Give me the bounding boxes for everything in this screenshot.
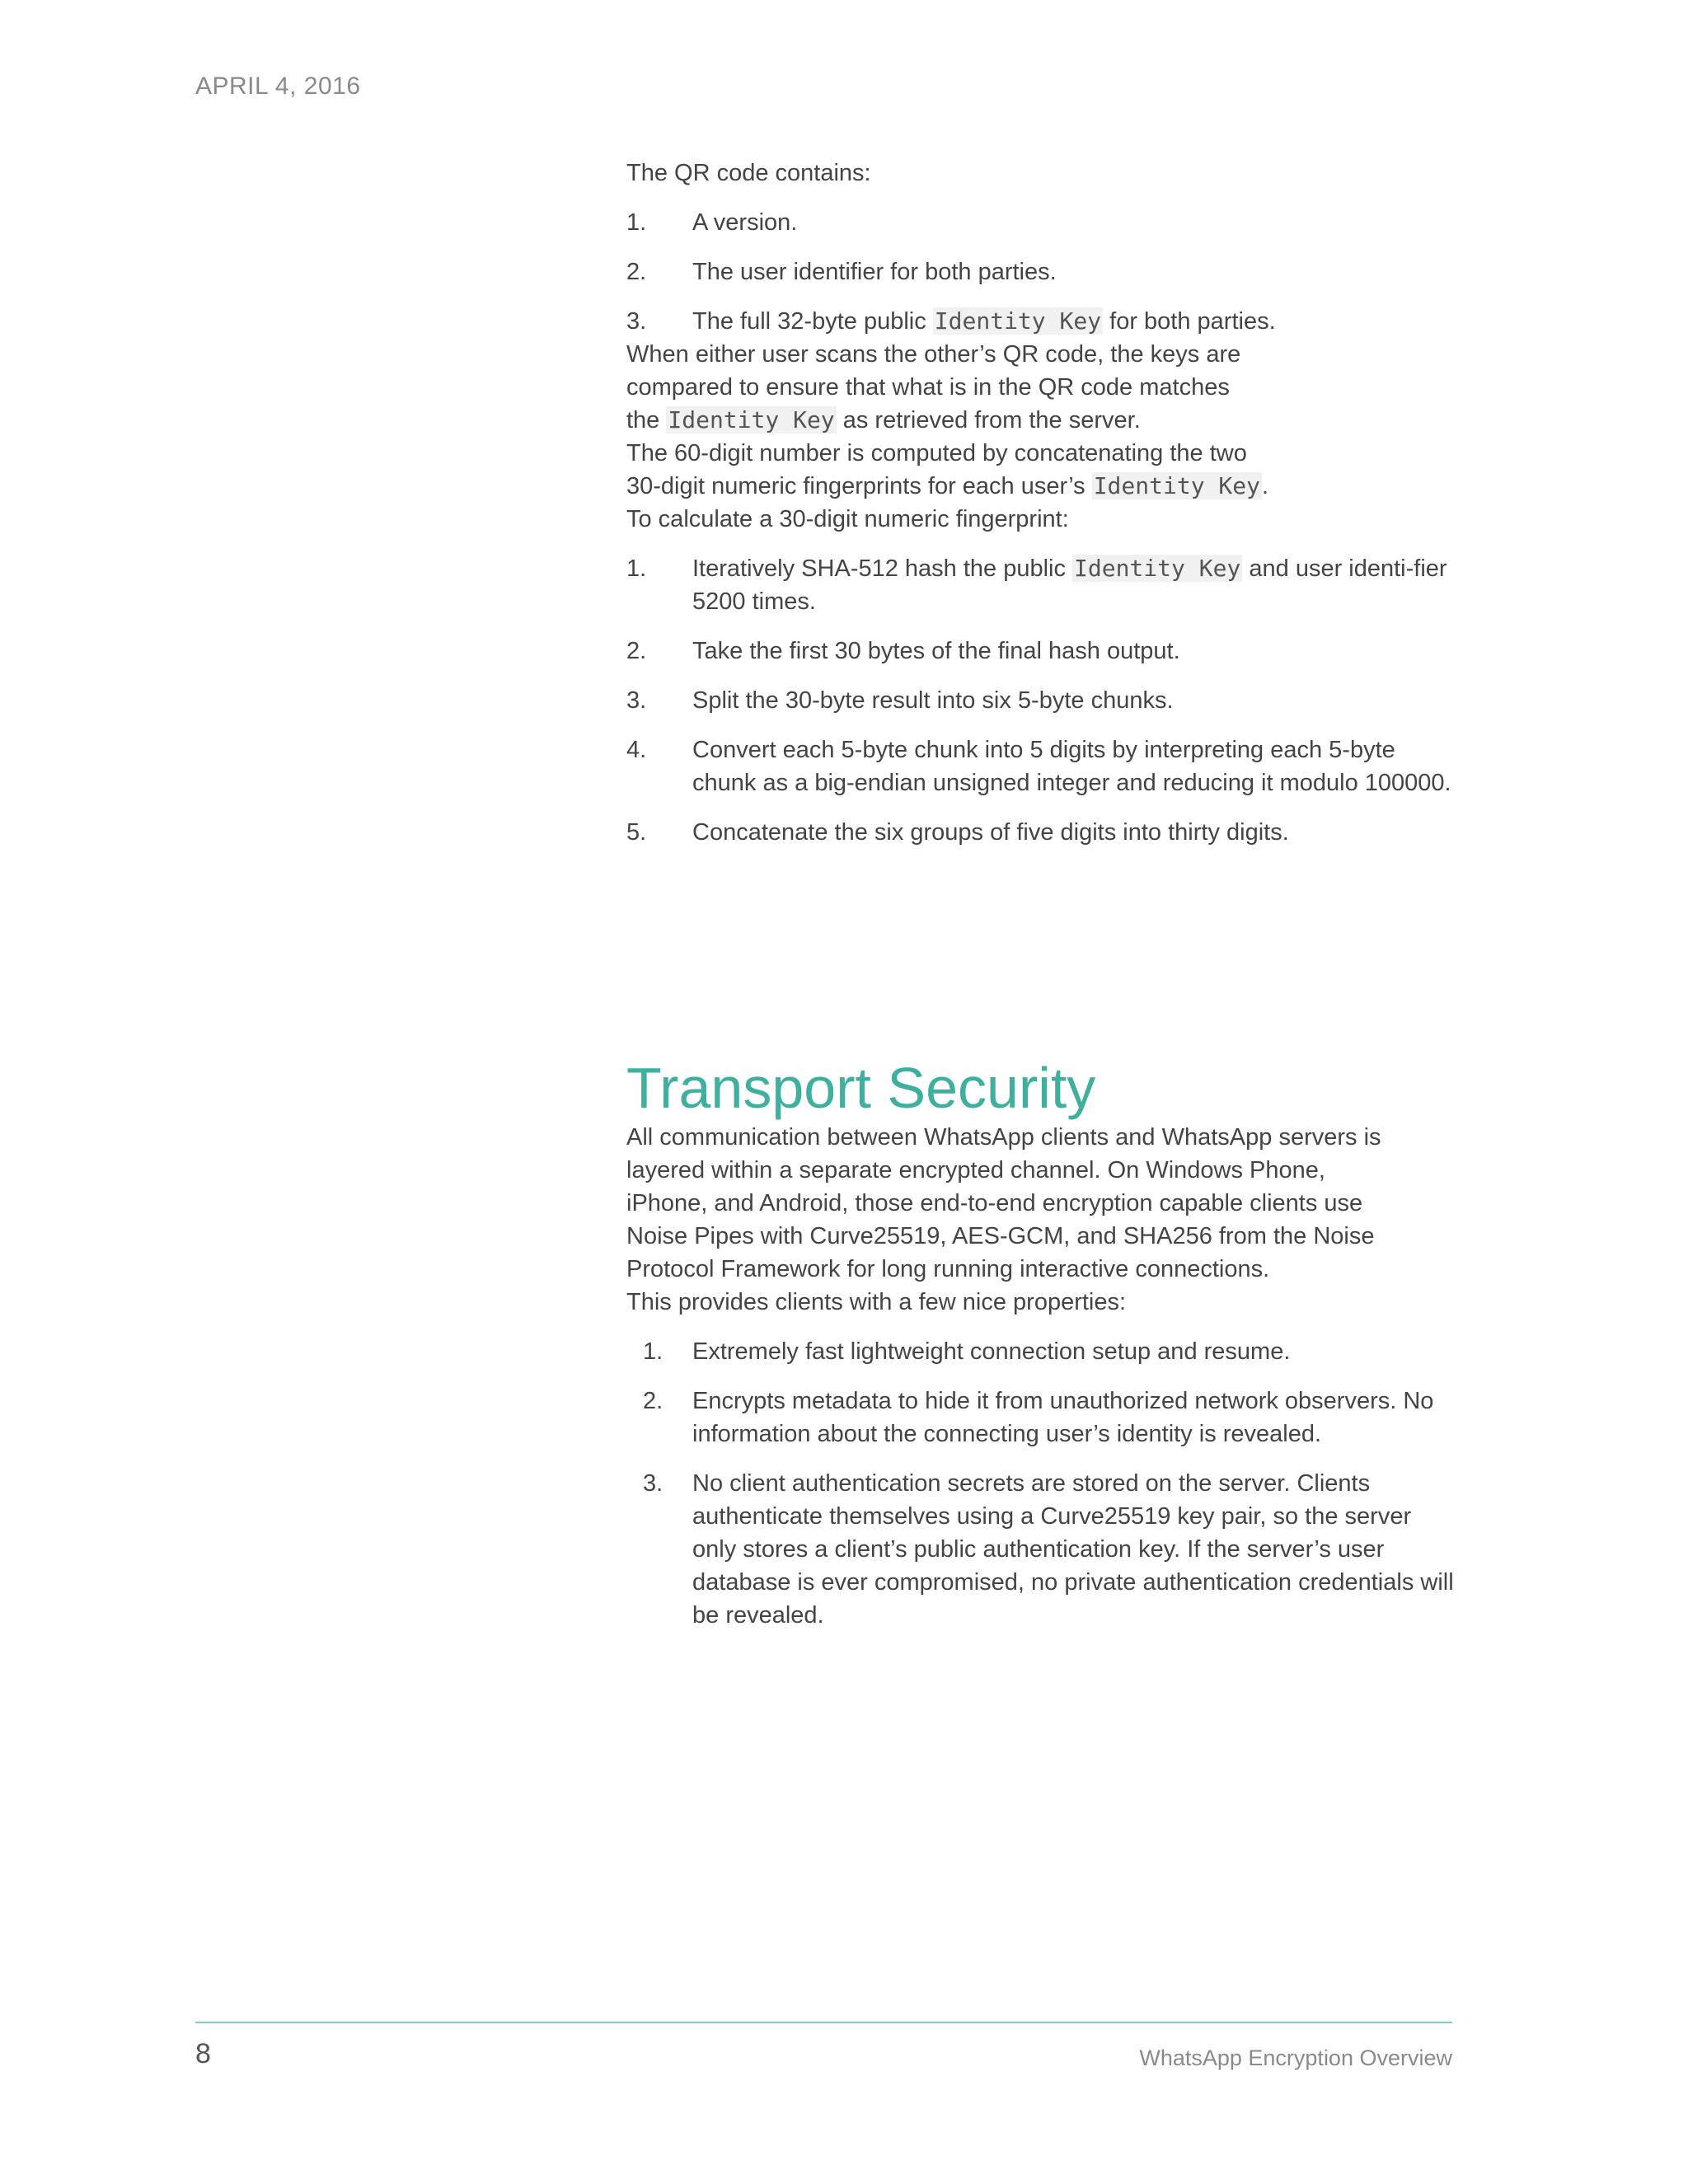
list-item (626, 635, 1459, 668)
paragraph-text-pre: The 60-digit number is computed by concatenating the two 30-digit numeric fingerprints for each user’s (626, 440, 1247, 499)
list-text-post: for both parties. (1103, 308, 1276, 335)
paragraph-text-post: . To calculate a 30-digit numeric fingerprint: (626, 473, 1269, 532)
list-number: 3. (643, 1470, 663, 1497)
list-text-post: and user identi-fier 5200 times. (692, 555, 1447, 615)
identity-key-code: Identity Key (1093, 472, 1260, 499)
identity-key-code: Identity Key (1074, 555, 1241, 582)
list-item (626, 733, 1459, 799)
list-text: The user identifier for both parties. (692, 259, 1057, 285)
list-number: 5. (626, 819, 647, 846)
list-text: Split the 30-byte result into six 5-byte chunks. (692, 687, 1174, 714)
list-item (626, 1335, 1459, 1368)
list-item (626, 1467, 1459, 1632)
fingerprint-paragraph (626, 437, 1269, 536)
section-heading: Transport Security (626, 1056, 1096, 1120)
qr-contents-list (626, 206, 1459, 338)
list-item (626, 305, 1459, 338)
list-number: 1. (643, 1338, 663, 1365)
list-number: 1. (626, 555, 647, 582)
qr-intro: The QR code contains: (626, 160, 871, 186)
properties-list (626, 1335, 1459, 1632)
list-number: 3. (626, 687, 647, 714)
list-number: 2. (626, 638, 647, 664)
page-number: 8 (195, 2038, 211, 2069)
paragraph-text-pre: When either user scans the other’s QR code, the keys are compared to ensure that what is in the QR code matches the (626, 341, 1241, 434)
list-text: A version. (692, 209, 798, 236)
fingerprint-steps-list (626, 552, 1459, 849)
qr-compare-paragraph (626, 338, 1253, 437)
identity-key-code: Identity Key (668, 406, 835, 434)
list-item (626, 552, 1459, 618)
list-text: Encrypts metadata to hide it from unauthorized network observers. No information about the connecting user’s identity is revealed. (692, 1388, 1434, 1447)
list-text: Concatenate the six groups of five digits into thirty digits. (692, 819, 1289, 846)
header-date: APRIL 4, 2016 (195, 73, 361, 100)
properties-intro: This provides clients with a few nice properties: (626, 1289, 1127, 1315)
paragraph-text-post: as retrieved from the server. (836, 407, 1141, 434)
footer-document-title: WhatsApp Encryption Overview (1139, 2046, 1452, 2070)
list-item (626, 1385, 1459, 1451)
list-text-pre: The full 32-byte public (692, 308, 933, 335)
list-number: 4. (626, 737, 647, 763)
list-item (626, 255, 1459, 288)
list-text: Take the first 30 bytes of the final hash output. (692, 638, 1180, 664)
identity-key-code: Identity Key (934, 307, 1102, 335)
list-text: Extremely fast lightweight connection setup and resume. (692, 1338, 1291, 1365)
list-number: 1. (626, 209, 647, 236)
list-number: 2. (626, 259, 647, 285)
list-item (626, 684, 1459, 717)
list-text: No client authentication secrets are stored on the server. Clients authenticate themselves using a Curve25519 key pair, so the server only stores a client’s public authentication key. If the server’s user database is ever compromised, no private authentication credentials will be revealed. (692, 1470, 1454, 1629)
transport-paragraph: All communication between WhatsApp clients and WhatsApp servers is layered within a separate encrypted channel. On Windows Phone, iPhone, and Android, those end-to-end encryption capable clients use Noise Pipes with Curve25519, AES-GCM, and SHA256 from the Noise Protocol Framework for long running interactive connections. (626, 1124, 1381, 1282)
list-item (626, 816, 1459, 849)
list-item (626, 206, 1459, 239)
list-text-pre: Iteratively SHA-512 hash the public (692, 555, 1073, 582)
list-text: Convert each 5-byte chunk into 5 digits by interpreting each 5-byte chunk as a big-endian unsigned integer and reducing it modulo 100000. (692, 737, 1451, 796)
list-number: 3. (626, 308, 647, 335)
transport-security-section (626, 1055, 1459, 1632)
list-number: 2. (643, 1388, 663, 1414)
qr-section (626, 157, 1459, 849)
footer-divider (195, 2022, 1452, 2023)
